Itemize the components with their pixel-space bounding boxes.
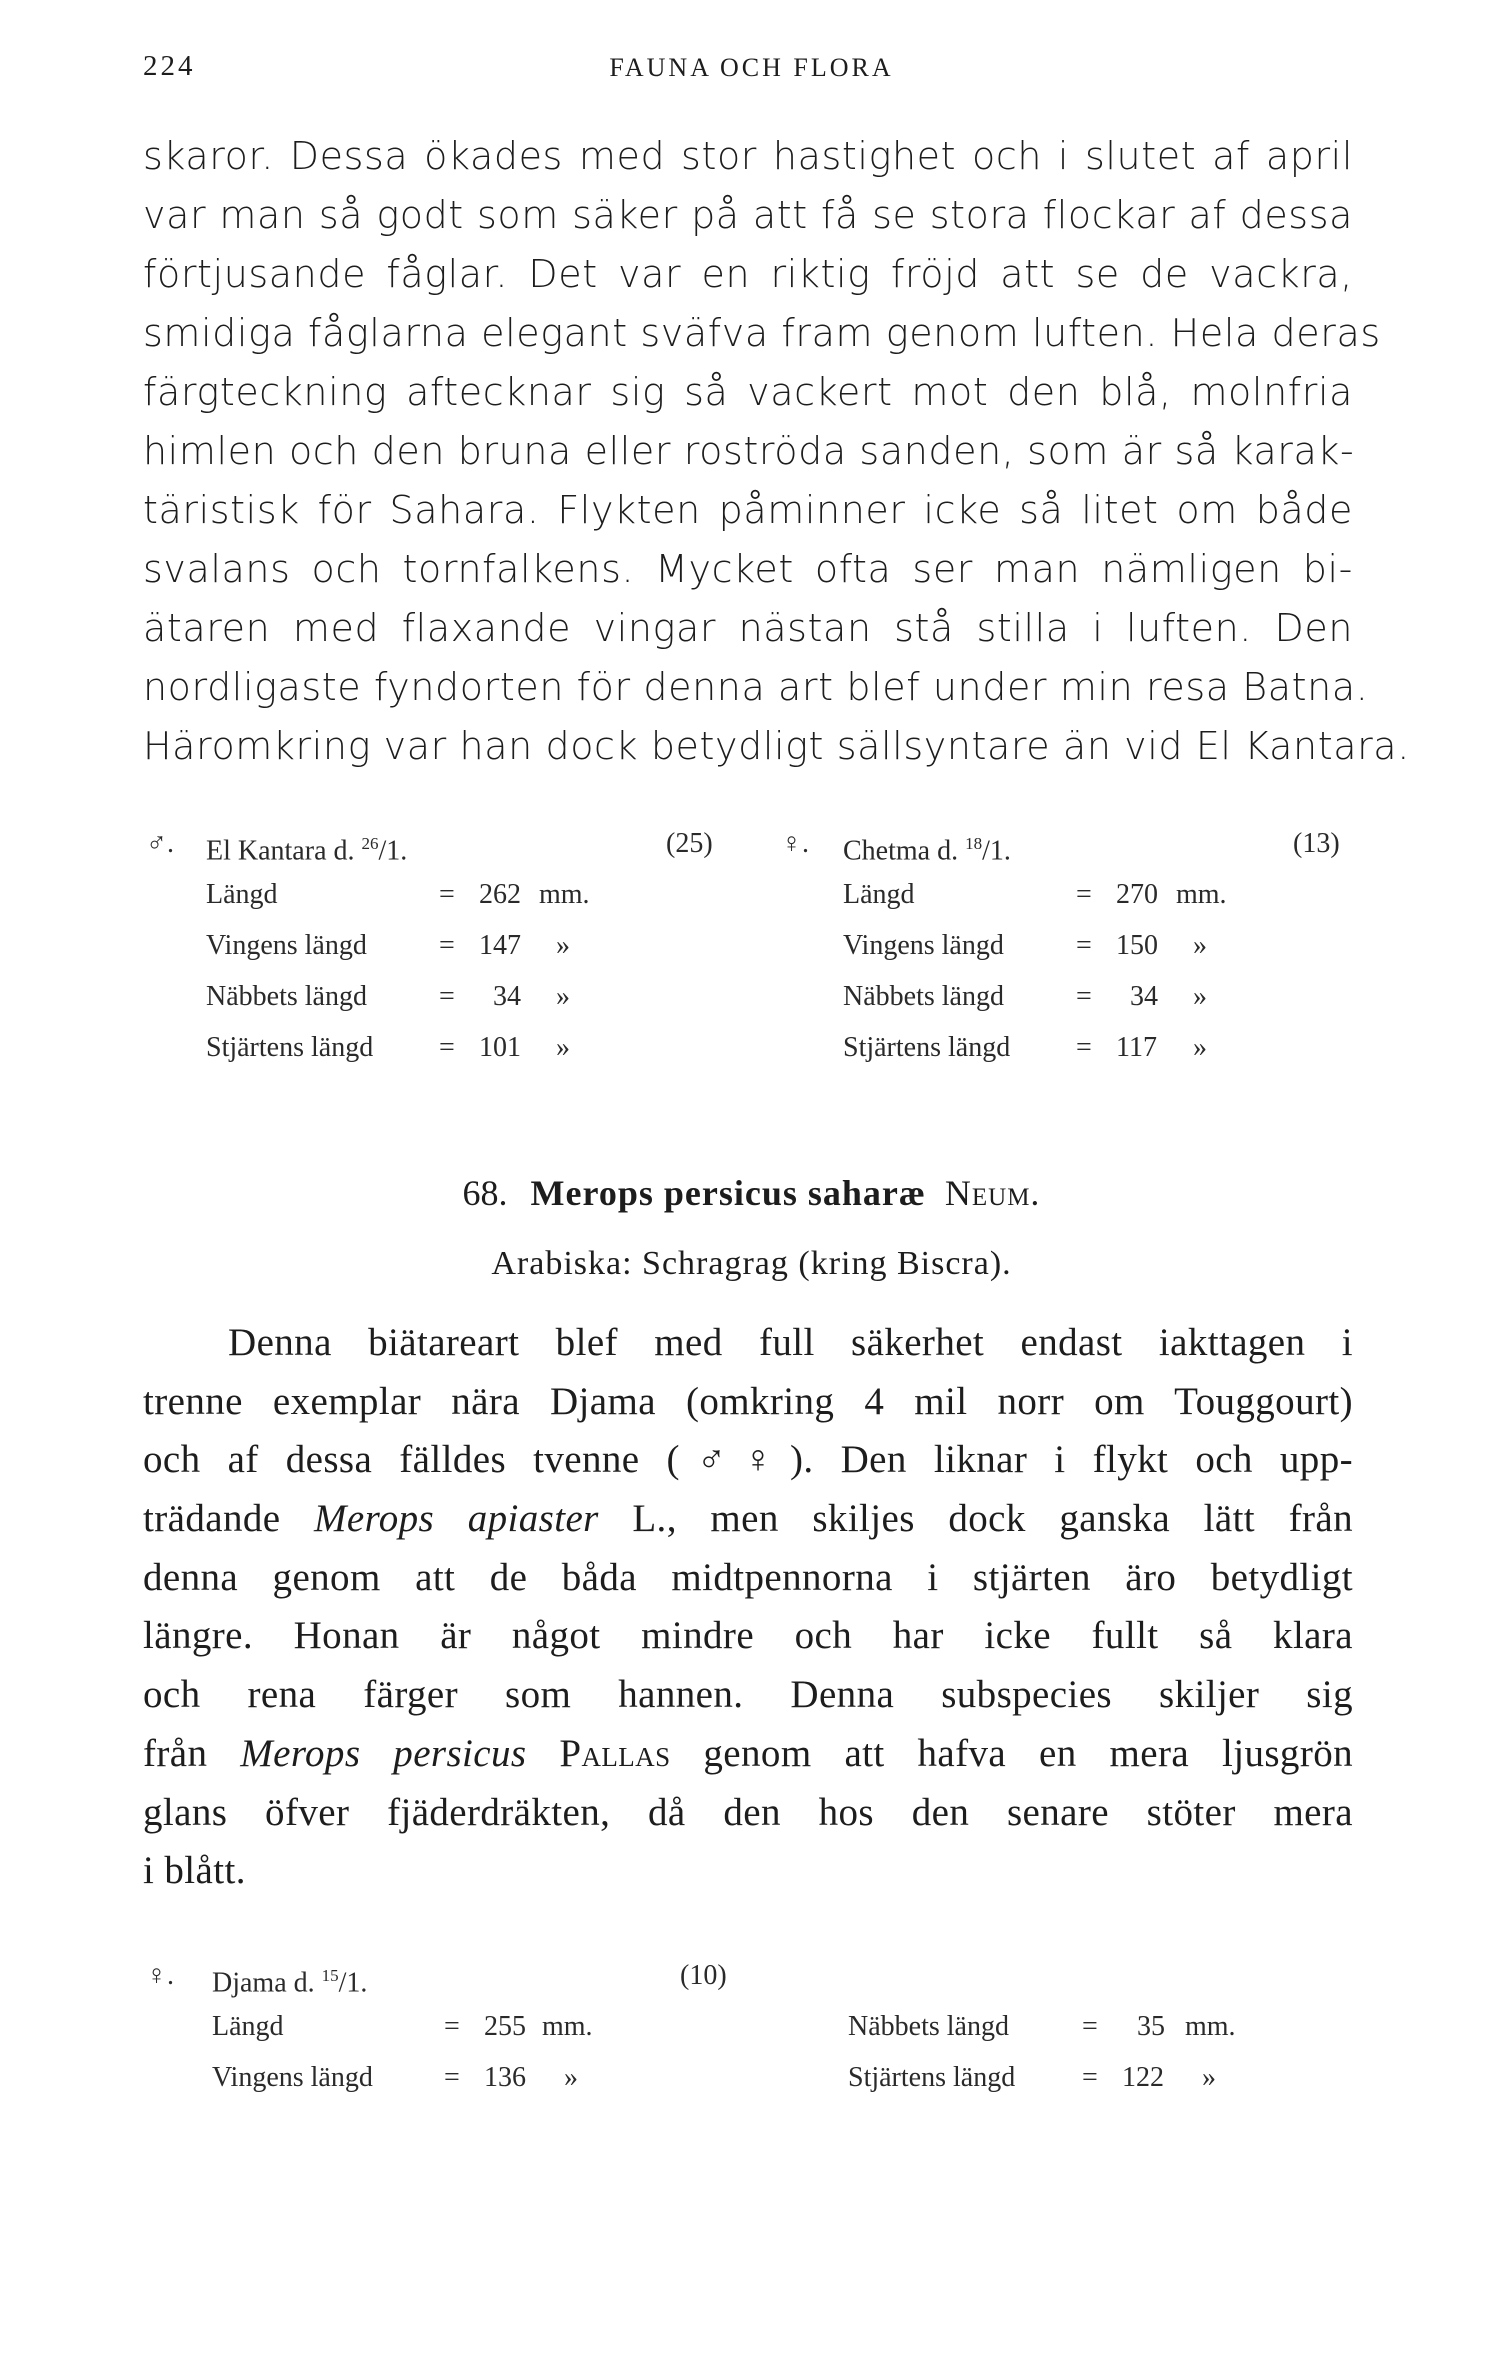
measure-label: Vingens längd [843, 930, 1004, 961]
page-number: 224 [143, 50, 196, 82]
specimen-count: (10) [680, 1960, 727, 1991]
text-line: smidiga fåglarna elegant sväfva fram genom luften. Hela deras [143, 311, 1381, 355]
date-day: 15 [321, 1966, 339, 1985]
measure-label: Vingens längd [212, 2062, 373, 2093]
measure-value: 262 [479, 879, 521, 910]
date-month: /1. [338, 1967, 368, 1999]
date-day: 18 [965, 834, 983, 853]
specimen-right [781, 818, 1363, 1073]
measure-value: 136 [484, 2062, 526, 2093]
measure-value: 150 [1116, 930, 1158, 961]
species-name: Merops persicus saharæ [530, 1173, 926, 1213]
text-line: nordligaste fyndorten för denna art blef under min resa Batna. [143, 665, 1369, 709]
text-line: förtjusande fåglar. Det var en riktig fröjd att se de vackra, [143, 252, 1353, 296]
measure-label: Längd [843, 879, 915, 910]
measure-unit: » [1193, 930, 1207, 961]
measure-value: 270 [1116, 879, 1158, 910]
measure-unit: » [556, 981, 570, 1012]
measure-label: Näbbets längd [848, 2011, 1009, 2042]
equals-sign: = [439, 981, 455, 1012]
equals-sign: = [1082, 2011, 1098, 2042]
equals-sign: = [1076, 879, 1092, 910]
specimen-place: Chetma d. [843, 835, 959, 867]
text-line: himlen och den bruna eller roströda sanden, som är så karak- [143, 429, 1355, 473]
measure-unit: mm. [542, 2011, 593, 2042]
measure-row [843, 869, 1363, 920]
specimen-left [146, 818, 726, 1073]
female-symbol: ♀. [146, 1960, 174, 1991]
measure-unit: » [1202, 2062, 1216, 2093]
text-line: ätaren med flaxande vingar nästan stå stilla i luften. Den [143, 606, 1353, 650]
specimen-djama [146, 1950, 1362, 2103]
equals-sign: = [1076, 981, 1092, 1012]
text-line: var man så godt som säker på att få se stora flockar af dessa [143, 193, 1353, 237]
measure-row [212, 2052, 1362, 2103]
female-symbol: ♀. [781, 828, 809, 859]
text-line: glans öfver fjäderdräkten, då den hos den senare stöter mera [143, 1790, 1353, 1834]
text-line: täristisk för Sahara. Flykten påminner icke så litet om både [143, 488, 1353, 532]
equals-sign: = [1082, 2062, 1098, 2093]
measure-label: Stjärtens längd [843, 1032, 1011, 1063]
arabic-name: Arabiska: Schragrag (kring Biscra). [491, 1245, 1012, 1282]
measure-row [206, 920, 726, 971]
specimen-place: El Kantara d. [206, 835, 355, 867]
measure-label: Näbbets längd [843, 981, 1004, 1012]
equals-sign: = [439, 930, 455, 961]
specimen-count: (25) [666, 828, 713, 859]
measure-unit: » [556, 930, 570, 961]
text-line: Häromkring var han dock betydligt sällsyntare än vid El Kantara. [143, 724, 1410, 768]
species-italic: Merops apiaster [314, 1497, 599, 1541]
text-line [143, 1725, 1353, 1784]
text-line [143, 1490, 1353, 1549]
text-line: och af dessa fälldes tvenne (♂♀). Den liknar i flykt och upp- [143, 1438, 1353, 1482]
text-line: skaror. Dessa ökades med stor hastighet och i slutet af april [143, 134, 1353, 178]
text-line: Denna biätareart blef med full säkerhet endast iakttagen i [228, 1321, 1353, 1364]
section-number: 68. [462, 1173, 508, 1213]
measure-unit: mm. [539, 879, 590, 910]
equals-sign: = [444, 2011, 460, 2042]
text-line: och rena färger som hannen. Denna subspecies skiljer sig [143, 1673, 1353, 1717]
measure-unit: » [1193, 981, 1207, 1012]
equals-sign: = [439, 1032, 455, 1063]
text-line: trenne exemplar nära Djama (omkring 4 mil norr om Touggourt) [143, 1379, 1353, 1423]
measure-row [206, 869, 726, 920]
text-line: denna genom att de båda midtpennorna i stjärten äro betydligt [143, 1555, 1353, 1599]
measure-value: 101 [479, 1032, 521, 1063]
equals-sign: = [444, 2062, 460, 2093]
text-line: färgteckning aftecknar sig så vackert mot den blå, molnfria [143, 370, 1353, 414]
measure-row [843, 1022, 1363, 1073]
paragraph-1 [143, 127, 1410, 776]
measure-unit: mm. [1176, 879, 1227, 910]
measure-label: Längd [206, 879, 278, 910]
author-smallcaps: Pallas [559, 1731, 671, 1775]
measure-unit: » [564, 2062, 578, 2093]
measure-unit: » [556, 1032, 570, 1063]
measure-row [206, 1022, 726, 1073]
equals-sign: = [439, 879, 455, 910]
measure-row [212, 2001, 1362, 2052]
species-author: Neum. [944, 1173, 1041, 1213]
equals-sign: = [1076, 930, 1092, 961]
measure-value: 117 [1116, 1032, 1157, 1063]
specimen-place: Djama d. [212, 1967, 315, 1999]
male-symbol: ♂. [146, 828, 174, 859]
running-head: FAUNA OCH FLORA [609, 53, 894, 82]
equals-sign: = [1076, 1032, 1092, 1063]
measure-value: 34 [493, 981, 521, 1012]
paragraph-2 [143, 1314, 1353, 1901]
specimen-header [146, 1950, 1362, 2001]
measure-unit: » [1193, 1032, 1207, 1063]
section-heading [0, 1172, 1503, 1214]
date-day: 26 [361, 834, 379, 853]
measure-label: Stjärtens längd [206, 1032, 374, 1063]
text-span: genom att hafva en mera ljusgrön [703, 1731, 1354, 1775]
text-line: i blått. [143, 1849, 246, 1893]
measure-label: Längd [212, 2011, 284, 2042]
measure-value: 122 [1122, 2062, 1164, 2093]
measure-label: Näbbets längd [206, 981, 367, 1012]
measure-row [843, 920, 1363, 971]
measure-value: 34 [1130, 981, 1158, 1012]
measure-value: 255 [484, 2011, 526, 2042]
text-span: trädande [143, 1497, 281, 1541]
date-month: /1. [982, 835, 1011, 867]
specimen-header [781, 818, 1363, 869]
species-italic: Merops persicus [240, 1731, 527, 1775]
measure-label: Vingens längd [206, 930, 367, 961]
measure-unit: mm. [1185, 2011, 1236, 2042]
measure-row [206, 971, 726, 1022]
measure-label: Stjärtens längd [848, 2062, 1016, 2093]
measure-value: 147 [479, 930, 521, 961]
measure-value: 35 [1137, 2011, 1165, 2042]
text-line: längre. Honan är något mindre och har icke fullt så klara [143, 1614, 1353, 1658]
specimen-count: (13) [1293, 828, 1340, 859]
specimen-header [146, 818, 726, 869]
measure-row [843, 971, 1363, 1022]
text-span: L., men skiljes dock ganska lätt från [632, 1497, 1353, 1541]
date-month: /1. [378, 835, 408, 867]
text-span: från [143, 1731, 208, 1775]
text-line: svalans och tornfalkens. Mycket ofta ser man nämligen bi- [143, 547, 1353, 591]
